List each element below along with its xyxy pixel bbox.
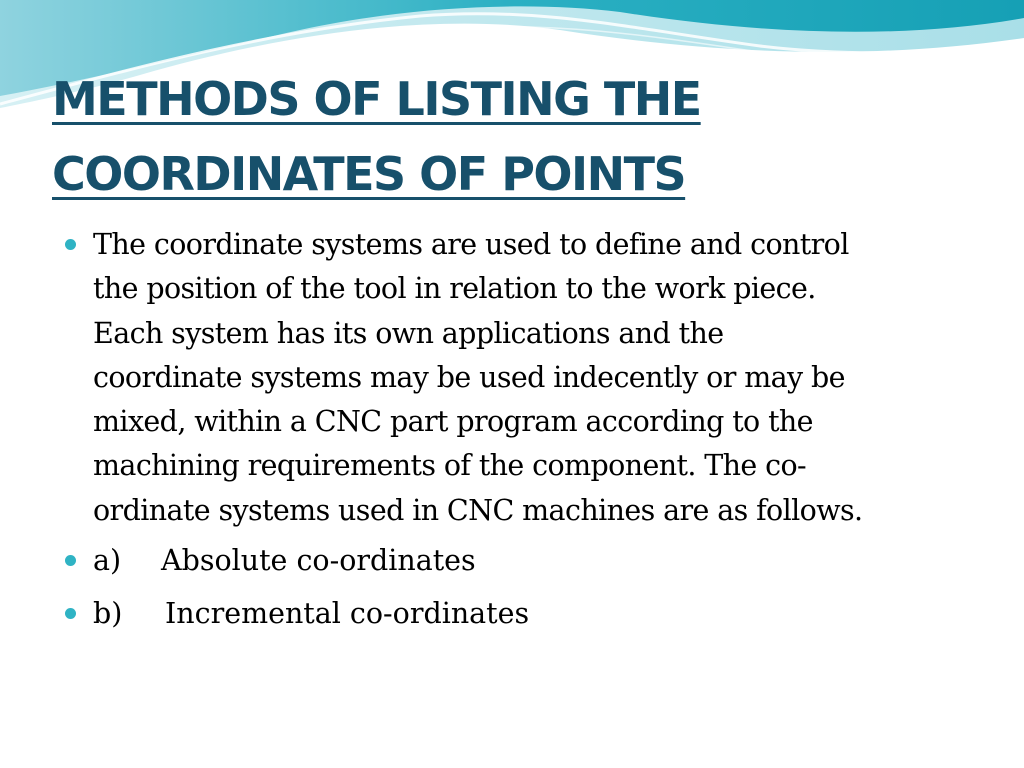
list-item-marker: a) <box>93 544 122 578</box>
bullet-dot-icon <box>65 608 76 619</box>
bullet-dot-icon <box>65 555 76 566</box>
bullet-paragraph <box>62 223 982 533</box>
slide-title-line: COORDINATES OF POINTS <box>52 147 686 201</box>
slide-title-line: METHODS OF LISTING THE <box>52 72 701 126</box>
bullet-dot-icon <box>65 239 76 250</box>
paragraph-text <box>93 223 982 533</box>
bullet-list <box>62 223 982 647</box>
paragraph-line: mixed, within a CNC part program according to the <box>93 405 813 439</box>
slide-title <box>52 62 952 212</box>
list-item-incremental <box>62 594 982 634</box>
list-item-absolute <box>62 541 982 581</box>
paragraph-line: Each system has its own applications and the <box>93 316 724 350</box>
paragraph-line: The coordinate systems are used to define and control <box>93 228 849 261</box>
list-item-text: Absolute co-ordinates <box>161 544 476 578</box>
list-item-marker: b) <box>93 597 123 631</box>
paragraph-line: machining requirements of the component. The co- <box>93 449 807 483</box>
paragraph-line: coordinate systems may be used indecently or may be <box>93 360 845 394</box>
paragraph-line: ordinate systems used in CNC machines are as follows. <box>93 493 863 527</box>
paragraph-line: the position of the tool in relation to the work piece. <box>93 272 816 306</box>
list-item-text: Incremental co-ordinates <box>165 597 530 631</box>
